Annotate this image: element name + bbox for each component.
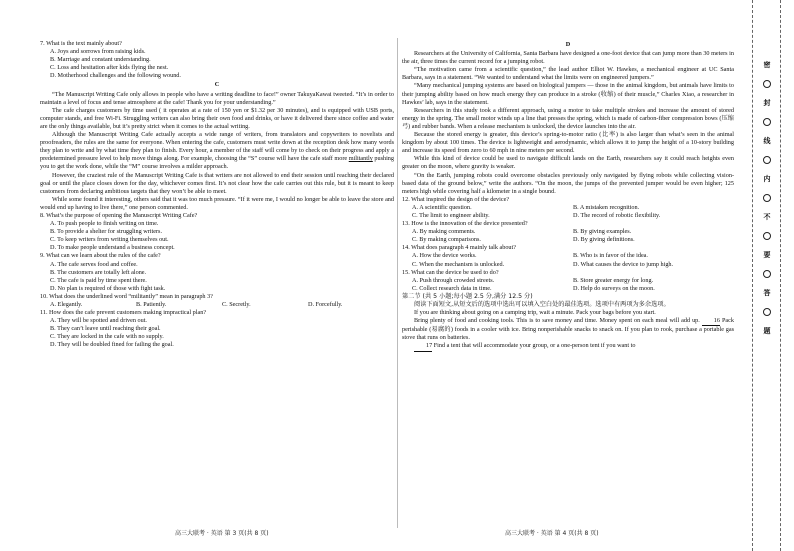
blank-16[interactable]: 16 (702, 317, 720, 326)
seal-circle-icon (763, 118, 771, 126)
q15-options-row-1 (402, 277, 734, 285)
binding-seal-text (758, 60, 776, 336)
seal-circle-icon (763, 194, 771, 202)
seal-circle-icon (763, 308, 771, 316)
q14-options-row-1 (402, 252, 734, 260)
q15-option-b: B. Store greater energy for long. (573, 276, 654, 284)
page-footer-right: 高三大联考 · 英语 第 4 页(共 8 页) (505, 530, 599, 537)
q9-option-d: D. No plan is required of those with fight task. (50, 284, 166, 292)
passage-d-para-1: Researchers at the University of California, Santa Barbara have designed a one-foot device that can jump more than 30 meters in the air, three times the current record for a jumping robot. (402, 50, 734, 66)
q8-option-a: A. To push people to finish writing on time. (50, 220, 159, 228)
passage-d-para-4: Researchers in this study took a different approach, using a motor to take multiple strokes and increase the amount of stored energy in the spring. The small motor winds up a line that presses the spring, which is made of carbon-fiber compression bows (压缩弓) and rubber bands. When a release mechanism is unlocked, the device launches into the air. (402, 106, 734, 130)
part-2-instructions: 阅读下面短文,从短文后的选项中选出可以填入空白处的最佳选项。选项中有两项为多余选项。 (414, 301, 670, 308)
underlined-word-militantly: militantly (348, 155, 373, 163)
q14-option-b: B. Who is in favor of the idea. (573, 252, 648, 260)
seal-char-6: 要 (763, 251, 771, 259)
q9-option-a: A. The cafe serves food and coffee. (50, 260, 138, 268)
q7-option-b: B. Marriage and constant understanding. (50, 56, 151, 64)
q10-option-c: C. Secretly. (222, 301, 251, 308)
q11-option-b: B. They can’t leave until reaching their goal. (50, 325, 161, 333)
q8-option-d: D. To make people understand a business concept. (50, 244, 175, 252)
q15-option-c: C. Collect research data in time. (412, 284, 492, 292)
q12-stem: 12. What inspired the design of the device? (402, 195, 510, 203)
cloze-para-3-text: Find a tent that will accommodate your group, or a one-person tent if you want to (432, 342, 636, 350)
right-column (402, 40, 734, 352)
seal-char-7: 答 (763, 289, 771, 297)
seal-char-8: 题 (763, 327, 771, 335)
seal-char-1: 密 (763, 61, 771, 69)
q10-stem: 10. What does the underlined word “militantly” mean in paragraph 3? (40, 292, 213, 300)
column-divider (397, 38, 398, 528)
q10-option-d: D. Forcefully. (308, 301, 343, 308)
passage-c-para-4: However, the craziest rule of the Manuscript Writing Cafe is that writers are not allowed to end their session until reaching their declared goal or until the place closes down for the day, whichever comes first. It’s not clear how the cafe carries out this rule, but it is meant to keep customers from declaring ambitious targets that they won’t be able to meet. (40, 171, 394, 195)
binding-margin (744, 0, 794, 551)
q8-option-c: C. To keep writers from writing themselves out. (50, 236, 169, 244)
q15-option-d: D. Help do surveys on the moon. (573, 284, 655, 292)
q14-option-d: D. What causes the device to jump high. (573, 260, 674, 268)
seal-circle-icon (763, 156, 771, 164)
q11-stem: 11. How does the cafe prevent customers making impractical plan? (40, 309, 207, 317)
q11-option-c: C. They are locked in the cafe with no supply. (50, 333, 164, 341)
passage-c-para-2: The cafe charges customers by time used ( it operates at a rate of 150 yen or $1.32 per 30 minutes), and is equipped with USB ports, computer stands, and free Wi-Fi. Struggling writers can also bring their own food and drinks, or have it delivered there since coffee and water are the only things available, but it’s pretty strict when it comes to the actual writing. (40, 106, 394, 130)
q12-option-b: B. A mistaken recognition. (573, 203, 640, 211)
passage-d-para-2: “The motivation came from a scientific question,” the lead author Elliot W. Hawkes, a mechanical engineer at UC Santa Barbara, says in a statement. “We wanted to understand what the limits were on engineered jumpers.” (402, 66, 734, 82)
passage-c-para-3 (40, 131, 394, 171)
cloze-para-3 (402, 342, 734, 351)
cloze-para-1: If you are thinking about going on a camping trip, wait a minute. Pack your bags before you start. (414, 309, 656, 317)
part-2-title: 第二节 (共 5 小题;每小题 2.5 分,满分 12.5 分) (402, 292, 533, 300)
q12-option-a: A. A scientific question. (412, 203, 472, 211)
q9-option-c: C. The cafe is paid by time spent there. (50, 276, 147, 284)
q12-option-c: C. The limit to engineer ability. (412, 211, 490, 219)
passage-c-para-5: While some found it interesting, others said that it was too much pressure. “If it were me, I would no longer be able to leave the store and would end up having to live there,” one person commented. (40, 195, 394, 211)
q12-options-row-1 (402, 204, 734, 212)
seal-circle-icon (763, 232, 771, 240)
passage-c-para-1: “The Manuscript Writing Cafe only allows in people who have a writing deadline to face!” owner TakuyaKawai tweeted. “It’s in order to maintain a level of focus and tense atmosphere at the cafe! Thank you for your understanding.” (40, 90, 394, 106)
q8-stem: 8. What’s the purpose of opening the Manuscript Writing Cafe? (40, 211, 198, 219)
q13-option-c: C. By making comparisons. (412, 236, 481, 244)
section-c-heading: C (214, 81, 220, 89)
q7-option-c: C. Loss and hesitation after kids flying the nest. (50, 64, 169, 72)
q15-options-row-2 (402, 285, 734, 293)
q13-stem: 13. How is the innovation of the device presented? (402, 220, 528, 228)
seal-char-5: 不 (763, 213, 771, 221)
q7-stem: 7. What is the text mainly about? (40, 40, 122, 47)
q9-option-b: B. The customers are totally left alone. (50, 268, 147, 276)
para-3-text-b: pushing you to get the work done, while the “M” course involves a milder approach. (40, 155, 394, 171)
q10-option-a: A. Elegantly. (50, 301, 83, 308)
binding-dashed-line-left (752, 0, 753, 551)
q13-option-b: B. By giving examples. (573, 228, 632, 236)
seal-circle-icon (763, 80, 771, 88)
passage-d-para-3: “Many mechanical jumping systems are based on biological jumpers — those in the animal kingdom, but animals have limits to their jumping ability based on how much energy they can produce in a stroke (收缩) of their muscle,” Charles Xiao, a researcher in Hawkes’ lab, says in the statement. (402, 82, 734, 106)
q14-options-row-2 (402, 261, 734, 269)
seal-char-3: 线 (763, 137, 771, 145)
left-column (40, 40, 394, 350)
q10-option-b: B. Patiently. (136, 301, 167, 308)
blank-17[interactable]: 17 (414, 342, 432, 351)
q15-option-a: A. Push through crowded streets. (412, 276, 495, 284)
q8-option-b: B. To provide a shelter for struggling writers. (50, 228, 163, 236)
q14-option-a: A. How the device works. (412, 252, 477, 260)
q13-option-d: D. By giving definitions. (573, 236, 635, 244)
cloze-para-2-text-a: Bring plenty of food and cooking tools. This is to save money and time. Money spent on each meal will add up. (414, 317, 702, 325)
q10-options (40, 301, 394, 309)
seal-circle-icon (763, 270, 771, 278)
q13-options-row-1 (402, 228, 734, 236)
q14-option-c: C. When the mechanism is unlocked. (412, 260, 505, 268)
q11-option-a: A. They will be spotted and driven out. (50, 317, 147, 325)
q13-options-row-2 (402, 236, 734, 244)
q12-options-row-2 (402, 212, 734, 220)
seal-char-2: 封 (763, 99, 771, 107)
q13-option-a: A. By making comments. (412, 228, 476, 236)
cloze-para-2 (402, 317, 734, 342)
para-3-text-a: Although the Manuscript Writing Cafe actually accepts a wide range of writers, from translators and copywriters to novelists and proofreaders, the rules are the same for everyone. When entering the cafe, customers must write down at the reception desk how many words they plan to write and by what time they plan to finish. Every hour, a member of the staff will come by to check on their progress and apply a predetermined pressure level to help move things along. For example, choosing the “S” course will have the cafe staff more (40, 131, 394, 163)
cloze-para-2-text-b: Pack perishable (易腐的) foods in a cooler with ice. Bring nonperishable snacks to snack on. If you plan to rook, purchase a portable gas stove that runs on batteries. (402, 317, 734, 342)
binding-dashed-line-right (780, 0, 781, 551)
q11-option-d: D. They will be doubled fined for failing the goal. (50, 341, 174, 349)
passage-d-para-5: Because the stored energy is greater, this device’s spring-to-motor ratio (比率) is also larger than what’s seen in the animal kingdom by about 100 times. The device is lightweight and aerodynamic, which allows it to jump the height of a 10-story building and increase its speed from zero to 60 mph in nine meters per second. (402, 131, 734, 155)
seal-char-4: 内 (763, 175, 771, 183)
q7-option-d: D. Motherhood challenges and the following wound. (50, 72, 181, 80)
passage-d-para-7: “On the Earth, jumping robots could overcome obstacles previously only navigated by flying robots while collecting vision-based data of the ground below,” write the authors. “On the moon, the jumps of the prevented jumper would be even higher; 125 meters high while covering half a kilometer in a single bound. (402, 171, 734, 195)
section-d-heading: D (565, 41, 571, 48)
q15-stem: 15. What can the device be used to do? (402, 268, 499, 276)
q14-stem: 14. What does paragraph 4 mainly talk about? (402, 244, 516, 252)
q9-stem: 9. What can we learn about the rules of the cafe? (40, 252, 161, 260)
q12-option-d: D. The record of robotic flexibility. (573, 211, 661, 219)
page-footer-left: 高三大联考 · 英语 第 3 页(共 8 页) (175, 530, 269, 537)
q7-option-a: A. Joys and sorrows from raising kids. (50, 48, 146, 56)
passage-d-para-6: While this kind of device could be used to navigate difficult lands on the Earth, researchers say it could reach heights even greater on the moon, where gravity is weaker. (402, 155, 734, 171)
